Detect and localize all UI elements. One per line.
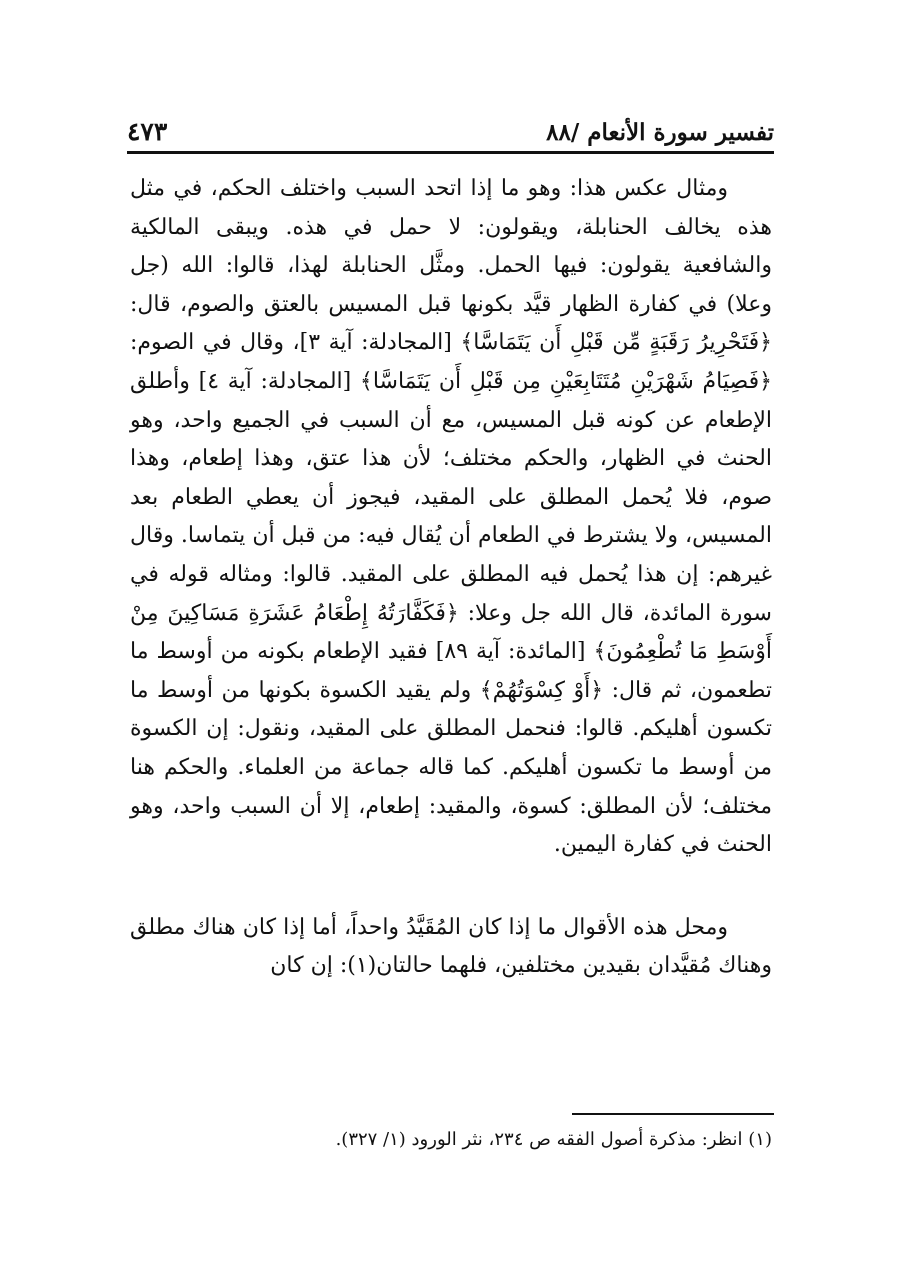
header-rule bbox=[127, 151, 774, 154]
footnote-rule bbox=[572, 1113, 774, 1115]
paragraph-2: ومحل هذه الأقوال ما إذا كان المُقَيَّدُ واحداً، أما إذا كان هناك مطلق وهناك مُقيَّدان بقيدين مختلفين، فلهما حالتان(١): إن كان bbox=[130, 914, 772, 979]
page-number: ٤٧٣ bbox=[127, 117, 168, 146]
footnote: (١) انظر: مذكرة أصول الفقه ص ٢٣٤، نثر الورود (١/ ٣٢٧). bbox=[335, 1129, 772, 1150]
page-header bbox=[127, 108, 774, 146]
main-text bbox=[130, 170, 772, 986]
paragraph-1: ومثال عكس هذا: وهو ما إذا اتحد السبب واختلف الحكم، في مثل هذه يخالف الحنابلة، ويقولون: لا حمل في هذه. ويبقى المالكية والشافعية يقولون: فيها الحمل. ومثَّل الحنابلة لهذا، قالوا: الله (جل وعلا) في كفارة الظهار قيَّد بكونها قبل المسيس بالعتق والصوم، قال: ﴿فَتَحْرِيرُ رَقَبَةٍ مِّن قَبْلِ أَن يَتَمَاسَّا﴾ [المجادلة: آية ٣]، وقال في الصوم: ﴿فَصِيَامُ شَهْرَيْنِ مُتَتَابِعَيْنِ مِن قَبْلِ أَن يَتَمَاسَّا﴾ [المجادلة: آية ٤] وأطلق الإطعام عن كونه قبل المسيس، مع أن السبب في الجميع واحد، وهو الحنث في الظهار، والحكم مختلف؛ لأن هذا عتق، وهذا إطعام، وهذا صوم، فلا يُحمل المطلق على المقيد، فيجوز أن يعطي الطعام بعد المسيس، ولا يشترط في الطعام أن يُقال فيه: من قبل أن يتماسا. وقال غيرهم: إن هذا يُحمل فيه المطلق على المقيد. قالوا: ومثاله قوله في سورة المائدة، قال الله جل وعلا: ﴿فَكَفَّارَتُهُ إِطْعَامُ عَشَرَةِ مَسَاكِينَ مِنْ أَوْسَطِ مَا تُطْعِمُونَ﴾ [المائدة: آية ٨٩] فقيد الإطعام بكونه من أوسط ما تطعمون، ثم قال: ﴿أَوْ كِسْوَتُهُمْ﴾ ولم يقيد الكسوة بكونها من أوسط ما تكسون أهليكم. قالوا: فنحمل المطلق على المقيد، ونقول: إن الكسوة من أوسط ما تكسون أهليكم. كما قاله جماعة من العلماء. والحكم هنا مختلف؛ لأن المطلق: كسوة، والمقيد: إطعام، إلا أن السبب واحد، وهو الحنث في كفارة اليمين. bbox=[130, 176, 773, 858]
running-title: تفسير سورة الأنعام /٨٨ bbox=[546, 119, 774, 146]
